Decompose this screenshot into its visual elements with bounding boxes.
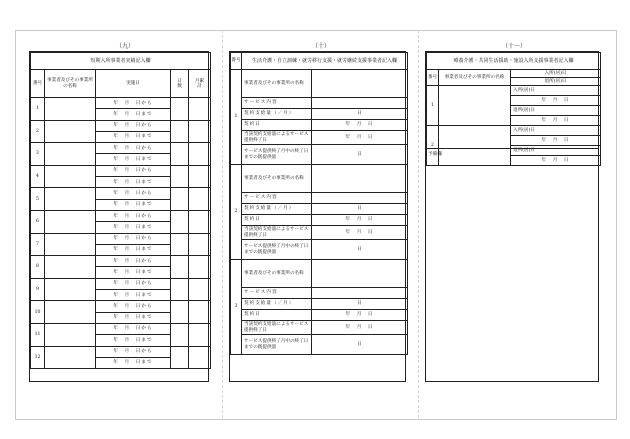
days-header: [171, 70, 189, 98]
table-row: [231, 240, 408, 260]
residential-services-title: 療養介護・共同生活援助・施設入所支援事業者記入欄: [427, 53, 601, 70]
provider-cell: [45, 323, 96, 346]
contract-amount-label: 契約支給量（／月）: [242, 109, 312, 120]
daytime-services-title: 生活介護・自立訓練・就労移行支援・就労継続支援事業者記入欄: [242, 53, 408, 70]
days-cell: [171, 323, 189, 346]
provider-cell: [45, 120, 96, 143]
short-stay-title: 短期入所事業者実績記入欄: [31, 53, 211, 70]
date-from-cell: 年 月 日から: [96, 346, 171, 357]
service-end-date-label: 当該契約支給量によるサービス提供終了日: [242, 321, 312, 335]
leave-header: 退所(居)日: [511, 78, 601, 86]
residential-services-panel: [425, 51, 599, 382]
service-content-value: [312, 193, 408, 204]
leave-date-label: 退所(居)日: [511, 146, 601, 156]
row-number: 7: [31, 233, 45, 256]
block-number: 2: [231, 165, 242, 260]
table-row: [231, 215, 408, 226]
entry-number: 2: [427, 126, 439, 166]
table-row: [231, 321, 408, 335]
table-row: [231, 299, 408, 310]
monthly-total-cell: [189, 233, 211, 256]
provider-name-value: [312, 165, 408, 193]
table-row: [231, 98, 408, 109]
fold-line-left: [222, 30, 223, 418]
used-amount-label: サービス提供終了月中の終了日までの既提供量: [242, 145, 312, 165]
days-header-bottom: 数: [177, 83, 182, 89]
table-row: [31, 98, 211, 109]
date-from-cell: 年 月 日から: [96, 256, 171, 267]
date-until-cell: 年 月 日まで: [96, 290, 171, 301]
days-cell: [171, 301, 189, 324]
table-row: [231, 310, 408, 321]
date-from-cell: 年 月 日から: [96, 188, 171, 199]
used-amount-value: 日: [312, 335, 408, 355]
notes-box: [426, 148, 598, 381]
date-until-cell: 年 月 日まで: [96, 109, 171, 120]
date-until-cell: 年 月 日まで: [96, 154, 171, 165]
date-until-cell: 年 月 日まで: [96, 357, 171, 368]
table-row: [427, 126, 601, 136]
row-number: 5: [31, 188, 45, 211]
date-until-cell: 年 月 日まで: [96, 244, 171, 255]
days-cell: [171, 165, 189, 188]
contract-amount-value: 日: [312, 109, 408, 120]
row-number: 3: [31, 143, 45, 166]
monthly-total-cell: [189, 143, 211, 166]
fold-line-right: [418, 30, 419, 418]
block-number: 1: [231, 70, 242, 165]
provider-cell: [45, 98, 96, 121]
contract-amount-value: 日: [312, 204, 408, 215]
provider-name-value: [312, 260, 408, 288]
provider-cell: [45, 143, 96, 166]
table-row: [231, 145, 408, 165]
table-row: [31, 256, 211, 267]
admit-date-value: 年 月 日: [511, 136, 601, 146]
row-number: 10: [31, 301, 45, 324]
date-from-cell: 年 月 日から: [96, 143, 171, 154]
contract-date-value: 年 月 日: [312, 215, 408, 226]
leave-date-value: 年 月 日: [511, 116, 601, 126]
provider-cell: [45, 256, 96, 279]
entry-number: 1: [427, 86, 439, 126]
service-content-value: [312, 98, 408, 109]
block-number: 3: [231, 260, 242, 355]
date-until-cell: 年 月 日まで: [96, 131, 171, 142]
section-label-eleven: （十一）: [501, 43, 526, 50]
service-content-value: [312, 288, 408, 299]
provider-cell: [45, 188, 96, 211]
date-until-cell: 年 月 日まで: [96, 199, 171, 210]
table-row: [231, 193, 408, 204]
admit-date-value: 年 月 日: [511, 96, 601, 106]
provider-name-label: 事業者及びその事業所の名称: [242, 165, 312, 193]
contract-amount-label: 契約支給量（／月）: [242, 204, 312, 215]
contract-date-value: 年 月 日: [312, 310, 408, 321]
date-until-cell: 年 月 日まで: [96, 335, 171, 346]
table-row: [31, 346, 211, 357]
leave-date-value: 年 月 日: [511, 156, 601, 166]
monthly-header-top: 月累: [194, 78, 205, 84]
service-end-date-value: 年 月 日: [312, 131, 408, 145]
table-row: [231, 335, 408, 355]
date-until-cell: 年 月 日まで: [96, 222, 171, 233]
provider-cell: [45, 301, 96, 324]
table-row: [31, 301, 211, 312]
date-from-cell: 年 月 日から: [96, 278, 171, 289]
short-stay-panel: [29, 51, 209, 382]
row-number: 1: [31, 98, 45, 121]
monthly-total-cell: [189, 120, 211, 143]
table-row: [427, 86, 601, 96]
service-content-label: サービス内容: [242, 98, 312, 109]
table-row: [231, 70, 408, 98]
table-row: [231, 120, 408, 131]
row-number: 11: [31, 323, 45, 346]
table-row: [231, 109, 408, 120]
date-from-cell: 年 月 日から: [96, 120, 171, 131]
row-number: 8: [31, 256, 45, 279]
row-number: 6: [31, 210, 45, 233]
row-number: 9: [31, 278, 45, 301]
admit-header: 入所(居)日: [511, 70, 601, 78]
provider-cell: [45, 233, 96, 256]
table-row: [31, 210, 211, 221]
number-header: 番号: [31, 70, 45, 98]
date-until-cell: 年 月 日まで: [96, 267, 171, 278]
date-from-cell: 年 月 日から: [96, 210, 171, 221]
provider-name-label: 事業者及びその事業所の名称: [242, 260, 312, 288]
monthly-header-bottom: 計: [197, 83, 202, 89]
contract-amount-label: 契約支給量（／月）: [242, 299, 312, 310]
service-content-label: サービス内容: [242, 193, 312, 204]
provider-header-c: 事業者及びその事業所の名称: [439, 70, 511, 86]
table-row: [31, 188, 211, 199]
service-end-date-value: 年 月 日: [312, 321, 408, 335]
section-label-nine: （九）: [115, 43, 134, 50]
date-until-cell: 年 月 日まで: [96, 312, 171, 323]
days-cell: [171, 98, 189, 121]
monthly-total-cell: [189, 278, 211, 301]
monthly-total-cell: [189, 188, 211, 211]
monthly-total-cell: [189, 301, 211, 324]
provider-cell: [45, 346, 96, 369]
days-cell: [171, 278, 189, 301]
date-from-cell: 年 月 日から: [96, 323, 171, 334]
monthly-total-cell: [189, 323, 211, 346]
admit-date-label: 入所(居)日: [511, 126, 601, 136]
used-amount-value: 日: [312, 240, 408, 260]
provider-cell: [45, 210, 96, 233]
table-row: [231, 226, 408, 240]
service-content-label: サービス内容: [242, 288, 312, 299]
monthly-total-header: [189, 70, 211, 98]
days-cell: [171, 143, 189, 166]
contract-date-label: 契約日: [242, 310, 312, 321]
number-header-b: 番号: [231, 53, 242, 70]
service-end-date-label: 当該契約支給量によるサービス提供終了日: [242, 131, 312, 145]
table-row: [231, 288, 408, 299]
table-row: [31, 233, 211, 244]
date-from-cell: 年 月 日から: [96, 98, 171, 109]
row-number: 2: [31, 120, 45, 143]
monthly-total-cell: [189, 346, 211, 369]
table-row: [231, 165, 408, 193]
section-label-ten: （十）: [311, 43, 330, 50]
date-from-cell: 年 月 日から: [96, 233, 171, 244]
row-number: 4: [31, 165, 45, 188]
provider-cell: [45, 165, 96, 188]
table-row: [231, 204, 408, 215]
contract-date-value: 年 月 日: [312, 120, 408, 131]
date-until-cell: 年 月 日まで: [96, 177, 171, 188]
row-number: 12: [31, 346, 45, 369]
table-row: [31, 120, 211, 131]
table-row: [31, 143, 211, 154]
service-end-date-value: 年 月 日: [312, 226, 408, 240]
provider-cell: [45, 278, 96, 301]
table-row: [31, 278, 211, 289]
daytime-services-table: [230, 52, 408, 355]
used-amount-label: サービス提供終了月中の終了日までの既提供量: [242, 335, 312, 355]
monthly-total-cell: [189, 256, 211, 279]
table-row: [31, 323, 211, 334]
provider-name-value: [312, 70, 408, 98]
leave-date-label: 退所(居)日: [511, 106, 601, 116]
table-row: [231, 260, 408, 288]
service-end-date-label: 当該契約支給量によるサービス提供終了日: [242, 226, 312, 240]
days-header-top: 日: [177, 78, 182, 84]
short-stay-table: [30, 52, 211, 369]
table-row: [231, 131, 408, 145]
date-from-cell: 年 月 日から: [96, 301, 171, 312]
days-cell: [171, 256, 189, 279]
monthly-total-cell: [189, 210, 211, 233]
days-cell: [171, 120, 189, 143]
admit-date-label: 入所(居)日: [511, 86, 601, 96]
dates-header: 実施日: [96, 70, 171, 98]
daytime-services-panel: [229, 51, 406, 382]
days-cell: [171, 346, 189, 369]
days-cell: [171, 233, 189, 256]
monthly-total-cell: [189, 165, 211, 188]
provider-cell: [439, 86, 511, 126]
monthly-total-cell: [189, 98, 211, 121]
number-header-c: 番号: [427, 70, 439, 86]
used-amount-label: サービス提供終了月中の終了日までの既提供量: [242, 240, 312, 260]
provider-header: 事業者及びその事業所の名称: [45, 70, 96, 98]
used-amount-value: 日: [312, 145, 408, 165]
contract-date-label: 契約日: [242, 120, 312, 131]
contract-date-label: 契約日: [242, 215, 312, 226]
notes-label: 予備欄: [428, 152, 442, 157]
table-row: [31, 165, 211, 176]
days-cell: [171, 188, 189, 211]
contract-amount-value: 日: [312, 299, 408, 310]
days-cell: [171, 210, 189, 233]
date-from-cell: 年 月 日から: [96, 165, 171, 176]
provider-name-label: 事業者及びその事業所の名称: [242, 70, 312, 98]
